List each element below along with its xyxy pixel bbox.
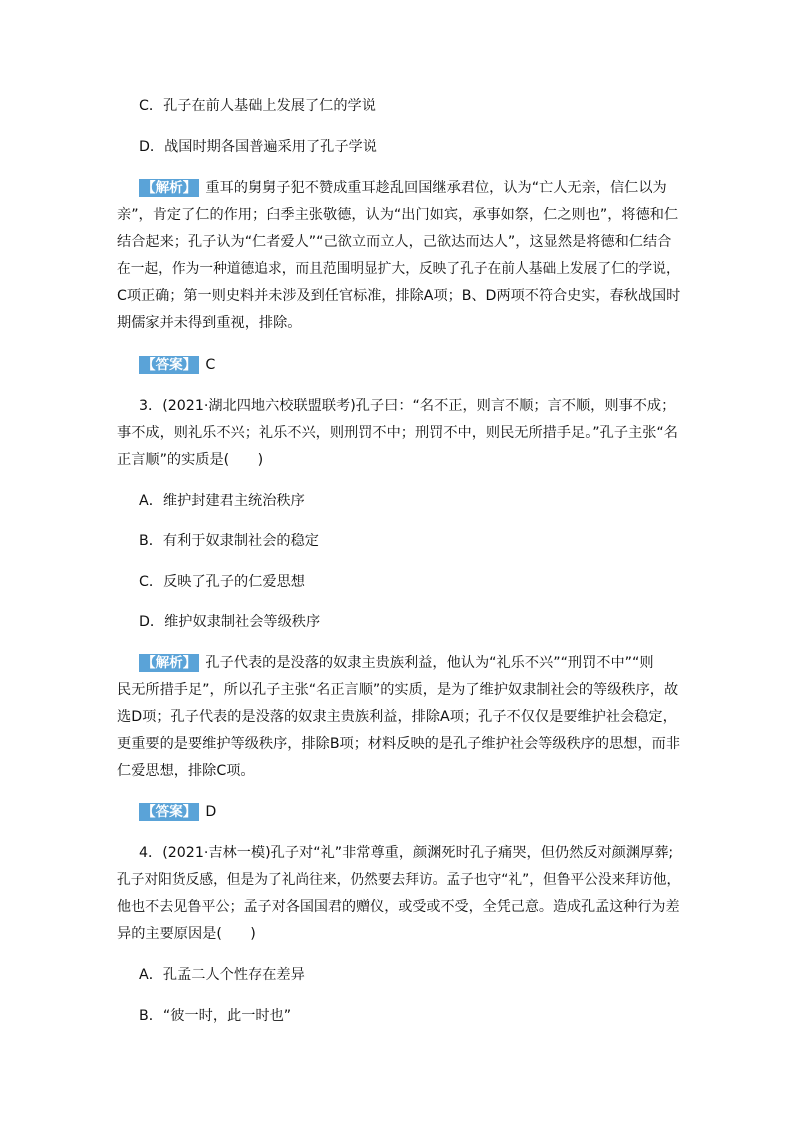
q3-stem-line-2: 事不成，则礼乐不兴；礼乐不兴，则刑罚不中；刑罚不中，则民无所措手足。”孔子主张“名 [117,425,678,441]
analysis-tag: 【解析】 [139,654,199,672]
answer-tag: 【答案】 [139,803,199,821]
q3-option-c: C．反映了孔子的仁爱思想 [139,574,305,590]
q2-option-c: C．孔子在前人基础上发展了仁的学说 [139,98,376,114]
q4-option-a: A．孔孟二人个性存在差异 [139,967,305,983]
q2-analysis-line-4: 在一起，作为一种道德追求，而且范围明显扩大，反映了孔子在前人基础上发展了仁的学说， [117,261,680,277]
q2-analysis-line-6: 期儒家并未得到重视，排除。 [117,315,302,331]
answer-value: C [205,357,216,373]
q2-answer [139,355,215,375]
analysis-tag: 【解析】 [139,179,199,197]
q2-analysis-line-2: 亲”，肯定了仁的作用；臼季主张敬德，认为“出门如宾，承事如祭，仁之则也”，将德和仁 [117,207,679,223]
q3-option-b: B．有利于奴隶制社会的稳定 [139,533,319,549]
q4-stem-line-2: 孔子对阳货反感，但是为了礼尚往来，仍然要去拜访。孟子也守“礼”，但鲁平公没来拜访他， [117,872,681,888]
q3-stem-line-3: 正言顺”的实质是( ) [117,452,264,468]
q4-stem-line-4: 异的主要原因是( ) [117,926,256,942]
q3-answer [139,802,216,822]
q4-stem-line-3: 他也不去见鲁平公；孟子对各国国君的赠仪，或受或不受，全凭己意。造成孔孟这种行为差 [117,899,680,915]
q3-option-d: D．维护奴隶制社会等级秩序 [139,614,321,630]
analysis-text: 重耳的舅舅子犯不赞成重耳趁乱回国继承君位，认为“亡人无亲，信仁以为 [205,180,667,196]
answer-value: D [205,804,217,820]
q2-analysis-line-3: 结合起来；孔子认为“仁者爱人”“己欲立而立人，己欲达而达人”，这显然是将德和仁结合 [117,234,672,250]
q4-stem-line-1: 4．(2021·吉林一模)孔子对“礼”非常尊重，颜渊死时孔子痛哭，但仍然反对颜渊厚葬; [139,845,674,861]
q3-analysis-line-5: 仁爱思想，排除C项。 [117,763,255,779]
q4-option-b: B．“彼一时，此一时也” [139,1008,292,1024]
q3-stem-line-1: 3．(2021·湖北四地六校联盟联考)孔子曰：“名不正，则言不顺；言不顺，则事不成； [139,398,676,414]
q3-analysis-line-1 [139,653,654,673]
answer-tag: 【答案】 [139,356,199,374]
q2-option-d: D．战国时期各国普遍采用了孔子学说 [139,139,377,155]
q3-analysis-line-3: 选D项；孔子代表的是没落的奴隶主贵族利益，排除A项；孔子不仅仅是要维护社会稳定， [117,709,677,725]
q3-option-a: A．维护封建君主统治秩序 [139,493,305,509]
q3-analysis-line-2: 民无所措手足”，所以孔子主张“名正言顺”的实质，是为了维护奴隶制社会的等级秩序，故 [117,682,679,698]
q3-analysis-line-4: 更重要的是要维护等级秩序，排除B项；材料反映的是孔子维护社会等级秩序的思想，而非 [117,736,681,752]
q2-analysis-line-1 [139,178,667,198]
q2-analysis-line-5: C项正确；第一则史料并未涉及到任官标准，排除A项；B、D两项不符合史实，春秋战国时 [117,288,681,304]
analysis-text: 孔子代表的是没落的奴隶主贵族利益，他认为“礼乐不兴”“刑罚不中”“则 [205,655,654,671]
